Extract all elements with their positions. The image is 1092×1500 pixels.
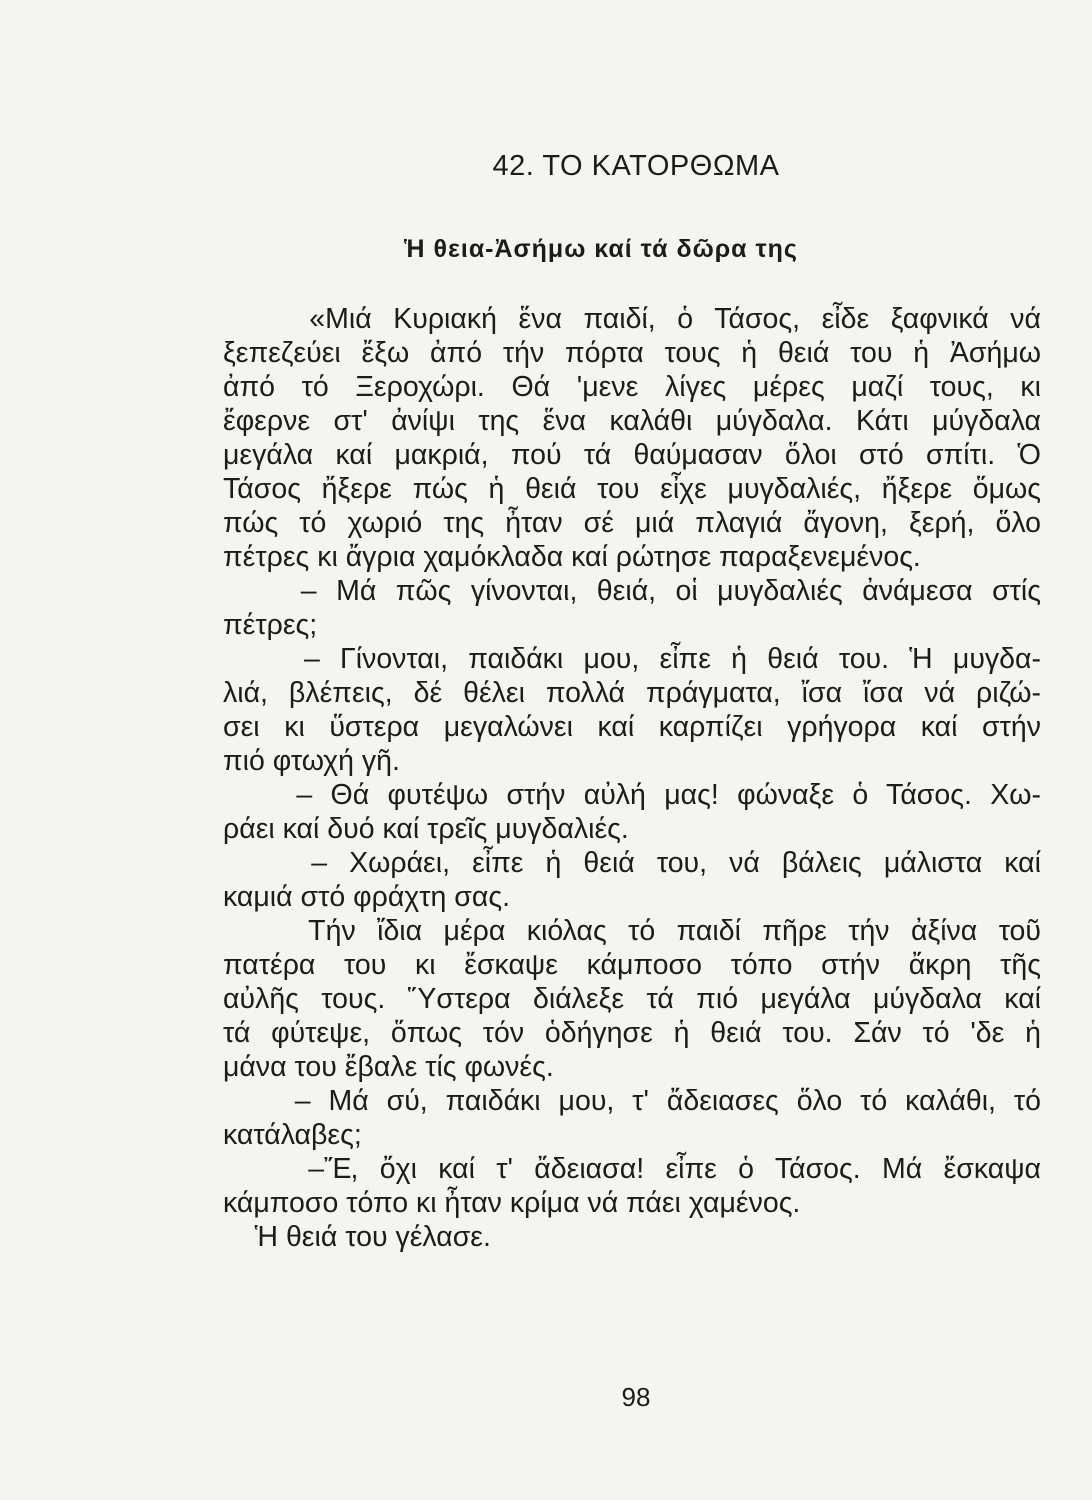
text-line: ἔφερνε στ' ἀνίψι της ἕνα καλάθι μύγδαλα. Κάτι μύγδαλα: [223, 405, 1041, 437]
text-line: λιά, βλέπεις, δέ θέλει πολλά πράγματα, ἴσα ἴσα νά ριζώ-: [223, 677, 1041, 709]
text-line: καμιά στό φράχτη σας.: [223, 881, 511, 913]
text-line: κάμποσο τόπο κι ἦταν κρίμα νά πάει χαμένος.: [223, 1187, 801, 1219]
text-line: μάνα του ἔβαλε τίς φωνές.: [223, 1051, 554, 1083]
text-line: πιό φτωχή γῆ.: [223, 745, 400, 777]
section-subtitle: Ἡ θεια-Ἀσήμω καί τά δῶρα της: [404, 235, 798, 263]
text-line: πέτρες;: [223, 609, 318, 641]
text-line: – Μά πῶς γίνονται, θειά, οἱ μυγδαλιές ἀνάμεσα στίς: [223, 575, 1041, 607]
text-line: μεγάλα καί μακριά, πού τά θαύμασαν ὅλοι στό σπίτι. Ὁ: [223, 439, 1041, 471]
page-number: 98: [621, 1382, 651, 1412]
text-line: – Μά σύ, παιδάκι μου, τ' ἄδειασες ὅλο τό καλάθι, τό: [223, 1085, 1041, 1117]
text-line: Ἡ θειά του γέλασε.: [223, 1221, 491, 1253]
text-line: πώς τό χωριό της ἦταν σέ μιά πλαγιά ἄγονη, ξερή, ὅλο: [223, 507, 1041, 539]
text-line: – Θά φυτέψω στήν αὐλή μας! φώναξε ὁ Τάσος. Χω-: [223, 779, 1041, 811]
text-line: ἀπό τό Ξεροχώρι. Θά 'μενε λίγες μέρες μαζί τους, κι: [223, 371, 1041, 403]
text-line: ράει καί δυό καί τρεῖς μυγδαλιές.: [223, 813, 629, 845]
text-line: πέτρες κι ἄγρια χαμόκλαδα καί ρώτησε παραξενεμένος.: [223, 541, 921, 573]
text-line: – Γίνονται, παιδάκι μου, εἶπε ἡ θειά του. Ἡ μυγδα-: [223, 643, 1041, 675]
text-line: αὐλῆς τους. Ὕστερα διάλεξε τά πιό μεγάλα μύγδαλα καί: [223, 983, 1041, 1015]
text-line: ξεπεζεύει ἔξω ἀπό τήν πόρτα τους ἡ θειά του ἡ Ἀσήμω: [223, 337, 1041, 369]
text-line: σει κι ὕστερα μεγαλώνει καί καρπίζει γρήγορα καί στήν: [223, 711, 1041, 743]
text-line: κατάλαβες;: [223, 1119, 362, 1151]
story-text: [223, 302, 1041, 1254]
text-line: – Χωράει, εἶπε ἡ θειά του, νά βάλεις μάλιστα καί: [223, 847, 1041, 879]
text-line: –Ἔ, ὄχι καί τ' ἄδειασα! εἶπε ὁ Τάσος. Μά ἔσκαψα: [223, 1153, 1041, 1185]
chapter-title: 42. ΤΟ ΚΑΤΟΡΘΩΜΑ: [492, 150, 780, 182]
text-line: «Μιά Κυριακή ἕνα παιδί, ὁ Τάσος, εἶδε ξαφνικά νά: [223, 303, 1041, 335]
text-line: Τάσος ἤξερε πώς ἡ θειά του εἶχε μυγδαλιές, ἤξερε ὅμως: [223, 473, 1041, 505]
text-line: τά φύτεψε, ὅπως τόν ὁδήγησε ἡ θειά του. Σάν τό 'δε ἡ: [223, 1017, 1041, 1049]
text-line: πατέρα του κι ἔσκαψε κάμποσο τόπο στήν ἄκρη τῆς: [223, 949, 1041, 981]
text-line: Τήν ἴδια μέρα κιόλας τό παιδί πῆρε τήν ἀξίνα τοῦ: [223, 915, 1041, 947]
